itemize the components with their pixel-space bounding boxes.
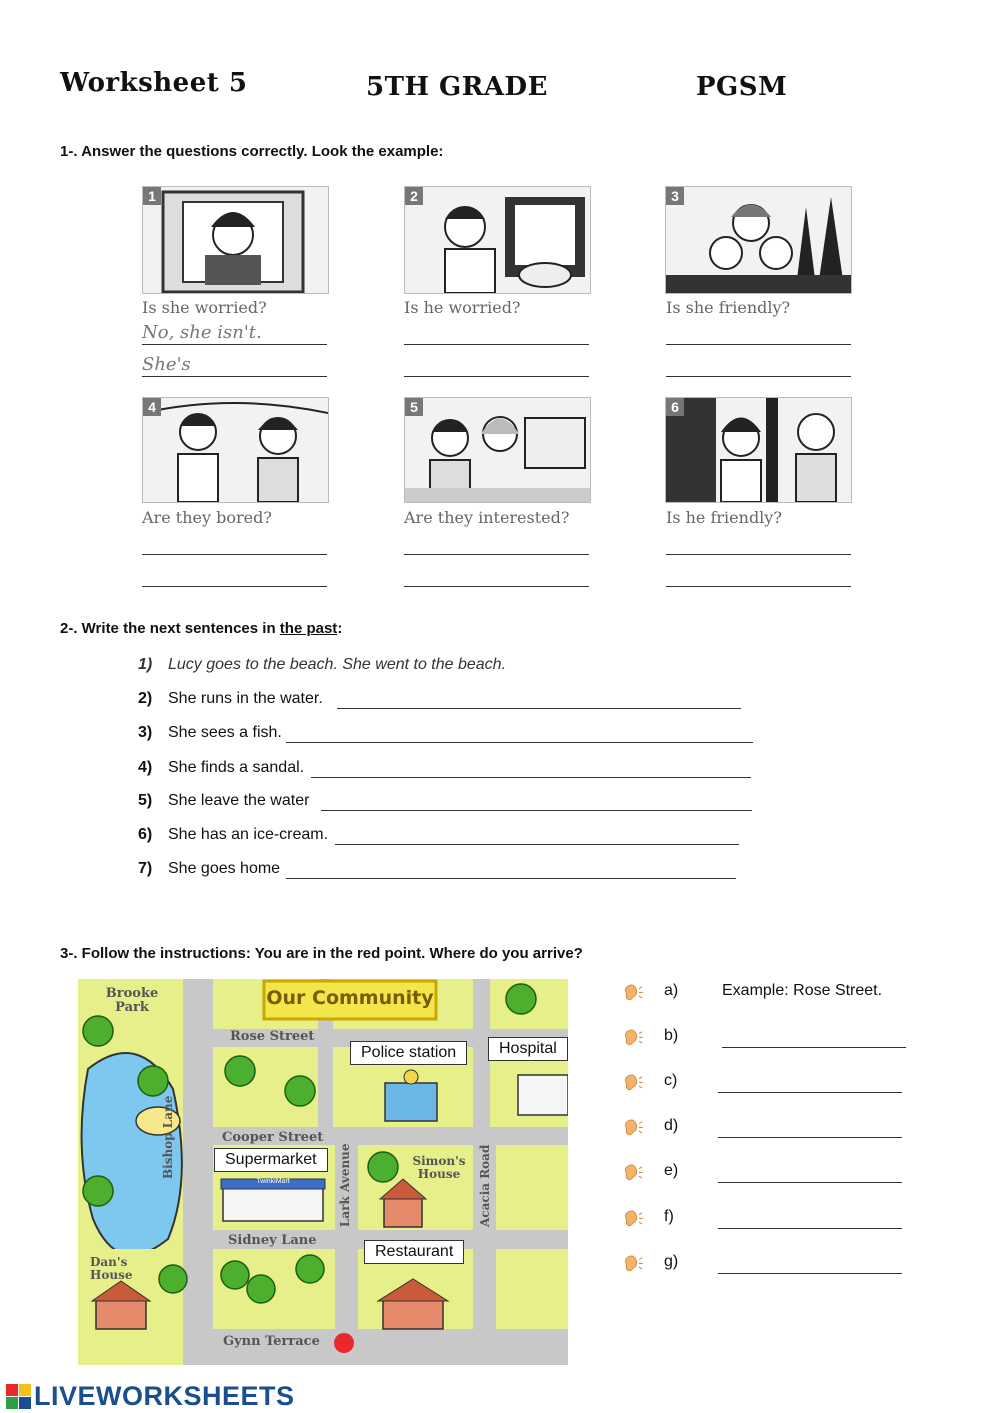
question-5: Are they interested? (404, 508, 570, 527)
direction-answer-input[interactable] (722, 1029, 906, 1048)
picture-number: 3 (666, 187, 684, 205)
school-label: PGSM (696, 72, 788, 102)
listen-ear-icon[interactable] (624, 1070, 644, 1096)
answer-3a-input[interactable] (666, 326, 851, 345)
sentence-2: 2) She runs in the water. (138, 690, 323, 707)
worksheet-title: Worksheet 5 (60, 68, 248, 98)
label-supermarket: Supermarket (214, 1148, 328, 1172)
sentence-1: 1) Lucy goes to the beach. She went to the beach. (138, 656, 507, 673)
section2-title: 2-. Write the next sentences in the past: (60, 620, 343, 637)
picture-number: 2 (405, 187, 423, 205)
simons-house-label: Simon's House (412, 1154, 466, 1181)
direction-answer-input[interactable] (718, 1074, 902, 1093)
street-gynn: Gynn Terrace (223, 1334, 320, 1349)
direction-answer-input[interactable] (718, 1210, 902, 1229)
street-acacia: Acacia Road (478, 1144, 492, 1227)
answer-3b-input[interactable] (666, 358, 851, 377)
answer-4a-input[interactable] (142, 536, 327, 555)
answer-2a-input[interactable] (404, 326, 589, 345)
community-map (78, 979, 568, 1365)
shop-sign: TwinkiMart (256, 1178, 290, 1185)
picture-6 (665, 397, 852, 503)
example-answer-1: No, she isn't. (142, 322, 262, 343)
sentence-3-input[interactable] (286, 724, 753, 743)
answer-5a-input[interactable] (404, 536, 589, 555)
direction-answer-input[interactable] (718, 1164, 902, 1183)
question-3: Is she friendly? (666, 298, 791, 317)
picture-1 (142, 186, 329, 294)
example-answer: Example: Rose Street. (722, 982, 883, 999)
label-restaurant: Restaurant (364, 1240, 464, 1264)
brand-name: LIVEWORKSHEETS (34, 1381, 295, 1411)
answer-6a-input[interactable] (666, 536, 851, 555)
street-sidney: Sidney Lane (228, 1233, 317, 1248)
picture-2 (404, 186, 591, 294)
sentence-3: 3) She sees a fish. (138, 724, 282, 741)
sentence-5-input[interactable] (321, 792, 752, 811)
direction-answer-input[interactable] (718, 1119, 902, 1138)
answer-6b-input[interactable] (666, 568, 851, 587)
label-hospital: Hospital (488, 1037, 568, 1061)
sentence-5: 5) She leave the water (138, 792, 310, 809)
sentence-4-input[interactable] (311, 759, 751, 778)
question-6: Is he friendly? (666, 508, 782, 527)
street-lark: Lark Avenue (338, 1143, 352, 1227)
answer-5b-input[interactable] (404, 568, 589, 587)
section3-title: 3-. Follow the instructions: You are in the red point. Where do you arrive? (60, 945, 583, 962)
listen-ear-icon[interactable] (624, 1025, 644, 1051)
direction-answer-input[interactable] (718, 1255, 902, 1274)
listen-ear-icon[interactable] (624, 1206, 644, 1232)
liveworksheets-logo-icon (6, 1384, 32, 1410)
picture-4 (142, 397, 329, 503)
answer-letter: d) (664, 1117, 679, 1134)
park-label: Brooke Park (105, 986, 159, 1015)
answer-letter: f) (664, 1208, 674, 1225)
answer-letter: e) (664, 1162, 679, 1179)
question-4: Are they bored? (142, 508, 272, 527)
street-bishop: Bishop Lane (161, 1095, 175, 1179)
answer-line (142, 344, 327, 345)
street-rose: Rose Street (230, 1029, 315, 1044)
answer-line (142, 376, 327, 377)
street-cooper: Cooper Street (222, 1130, 324, 1145)
listen-ear-icon[interactable] (624, 1115, 644, 1141)
answer-2b-input[interactable] (404, 358, 589, 377)
question-2: Is he worried? (404, 298, 521, 317)
picture-number: 6 (666, 398, 684, 416)
sentence-6-input[interactable] (335, 826, 739, 845)
answer-4b-input[interactable] (142, 568, 327, 587)
grade-label: 5TH GRADE (366, 72, 548, 102)
dans-house-label: Dan's House (90, 1255, 133, 1282)
sentence-2-input[interactable] (337, 690, 741, 709)
picture-3 (665, 186, 852, 294)
footer-brand (6, 1381, 295, 1412)
picture-5 (404, 397, 591, 503)
sentence-6: 6) She has an ice-cream. (138, 826, 329, 843)
listen-ear-icon[interactable] (624, 980, 644, 1006)
label-police-station: Police station (350, 1041, 467, 1065)
example-answer-2: She's (142, 354, 191, 375)
sentence-4: 4) She finds a sandal. (138, 759, 305, 776)
answer-letter: a) (664, 982, 679, 999)
listen-ear-icon[interactable] (624, 1160, 644, 1186)
picture-number: 1 (143, 187, 161, 205)
answer-letter: g) (664, 1253, 679, 1270)
question-1: Is she worried? (142, 298, 267, 317)
answer-letter: b) (664, 1027, 679, 1044)
map-sign: Our Community (266, 987, 434, 1009)
listen-ear-icon[interactable] (624, 1251, 644, 1277)
answer-letter: c) (664, 1072, 678, 1089)
sentence-7-input[interactable] (286, 860, 736, 879)
section1-title: 1-. Answer the questions correctly. Look the example: (60, 143, 444, 160)
picture-number: 4 (143, 398, 161, 416)
sentence-7: 7) She goes home (138, 860, 281, 877)
picture-number: 5 (405, 398, 423, 416)
